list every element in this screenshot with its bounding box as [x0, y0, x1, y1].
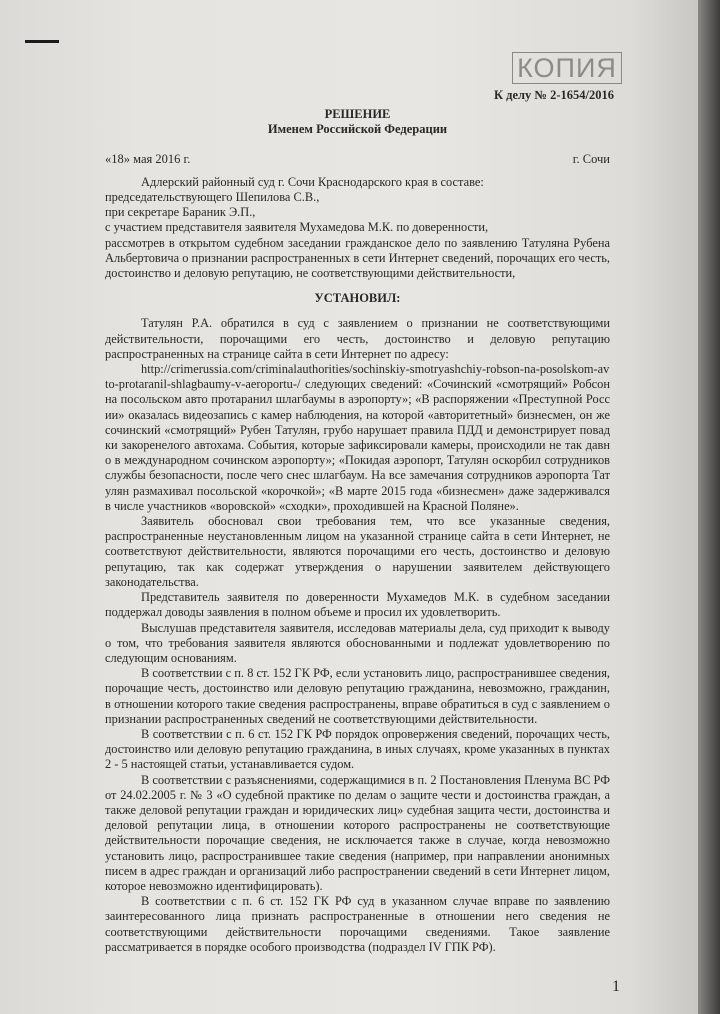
court-secretary: при секретаре Бараник Э.П.,	[105, 205, 256, 220]
paragraph: В соответствии с разъяснениями, содержащимися в п. 2 Постановления Пленума ВС РФ от 24.02.2005 г. № 3 «О судебной практике по делам о защите чести и достоинства граждан, а также деловой репутации граждан и юридических лиц» судебная защита чести, достоинства и деловой репутации лица, в отношении которого распространены не соответствующие действительности порочащие сведения, не исключается также в случае, когда невозможно установить лицо, распространившее такие сведения (например, при направлении анонимных писем в адрес граждан и организаций либо распространении сведений в сети Интернет лицом, которое невозможно идентифицировать).	[105, 772, 610, 893]
margin-dash-mark	[25, 40, 59, 43]
paragraph: Заявитель обосновал свои требования тем, что все указанные сведения, распространенные неустановленным лицом на указанной странице сайта в сети Интернет, не соответствуют действительности, являются порочащими его честь, достоинство и деловую репутацию, так как содержат утверждения о нарушении заявителем действующего законодательства.	[105, 514, 610, 589]
paragraph: Представитель заявителя по доверенности Мухамедов М.К. в судебном заседании поддержал доводы заявления в полном объеме и просил их удовлетворить.	[105, 590, 610, 620]
paragraph: В соответствии с п. 6 ст. 152 ГК РФ суд в указанном случае вправе по заявлению заинтересованного лица признать распространенные в отношении него сведения не соответствующими действительности порочащими сведениями. Такое заявление рассматривается в порядке особого производства (подраздел IV ГПК РФ).	[105, 894, 610, 954]
document-title: РЕШЕНИЕ	[324, 107, 391, 122]
photo-edge	[698, 0, 720, 1014]
decision-city: г. Сочи	[572, 151, 610, 166]
intro-block	[105, 175, 610, 281]
representative: с участием представителя заявителя Мухамедова М.К. по доверенности,	[105, 220, 489, 235]
paragraph: Выслушав представителя заявителя, исследовав материалы дела, суд приходит к выводу о том, что требования заявителя являются обоснованными и подлежат удовлетворению по следующим основаниям.	[105, 620, 610, 665]
paragraph: Татулян Р.А. обратился в суд с заявлением о признании не соответствующими действительности, порочащими его честь, достоинство и деловую репутацию распространенных на странице сайта в сети Интернет по адресу:	[105, 316, 610, 361]
document-subtitle: Именем Российской Федерации	[267, 122, 448, 137]
copy-stamp: КОПИЯ	[512, 52, 622, 84]
date-line	[105, 152, 610, 167]
paragraph: http://crimerussia.com/criminalauthorities/sochinskiy-smotryashchiy-robson-na-posolskom-avto-protaranil-shlagbaumy-v-aeroportu-/ следующих сведений: «Сочинский «смотрящий» Робсон на посольском авто протаранил шлагбаумы в аэропорту»; «В распоряжении «Преступной России» оказалась видеозапись с камер наблюдения, на которой «авторитетный» бизнесмен, он же сочинский «смотрящий» Рубен Татулян, грубо нарушает правила ПДД и демонстрирует повадки закоренелого автохама. События, которые зафиксировали камеры, происходили не так давно в международном сочинском аэропорту»; «Покидая аэропорт, Татулян оскорбил сотрудников службы безопасности, после чего снес шлагбаум. На все замечания сотрудников аэропорта Татулян размахивал посольской «корочкой»; «В марте 2015 года «бизнесмен» даже задерживался в числе участников «воровской» «сходки», проходившей на Красной Поляне».	[105, 362, 610, 513]
page-number: 1	[612, 977, 620, 995]
body-text	[105, 316, 610, 955]
court-composition: Адлерский районный суд г. Сочи Краснодарского края в составе:	[141, 174, 484, 189]
presiding-judge: председательствующего Шепилова С.В.,	[105, 190, 320, 205]
decision-date: «18» мая 2016 г.	[105, 151, 191, 166]
case-description: рассмотрев в открытом судебном заседании гражданское дело по заявлению Татуляна Рубена Альбертовича о признании распространенных в сети Интернет сведений, порочащих его честь, достоинство и деловую репутацию, не соответствующими действительности,	[105, 235, 610, 281]
paragraph: В соответствии с п. 6 ст. 152 ГК РФ порядок опровержения сведений, порочащих честь, достоинство или деловую репутацию гражданина, в иных случаях, кроме указанных в пунктах 2 - 5 настоящей статьи, устанавливается судом.	[105, 726, 610, 772]
document-content	[105, 0, 620, 1014]
case-number: К делу № 2-1654/2016	[493, 88, 614, 102]
section-heading: УСТАНОВИЛ:	[314, 291, 401, 306]
paragraph: В соответствии с п. 8 ст. 152 ГК РФ, если установить лицо, распространившее сведения, порочащие честь, достоинство или деловую репутацию гражданина, невозможно, гражданин, в отношении которого такие сведения распространены, вправе обратиться в суд с заявлением о признании распространенных сведений не соответствующими действительности.	[105, 666, 610, 726]
